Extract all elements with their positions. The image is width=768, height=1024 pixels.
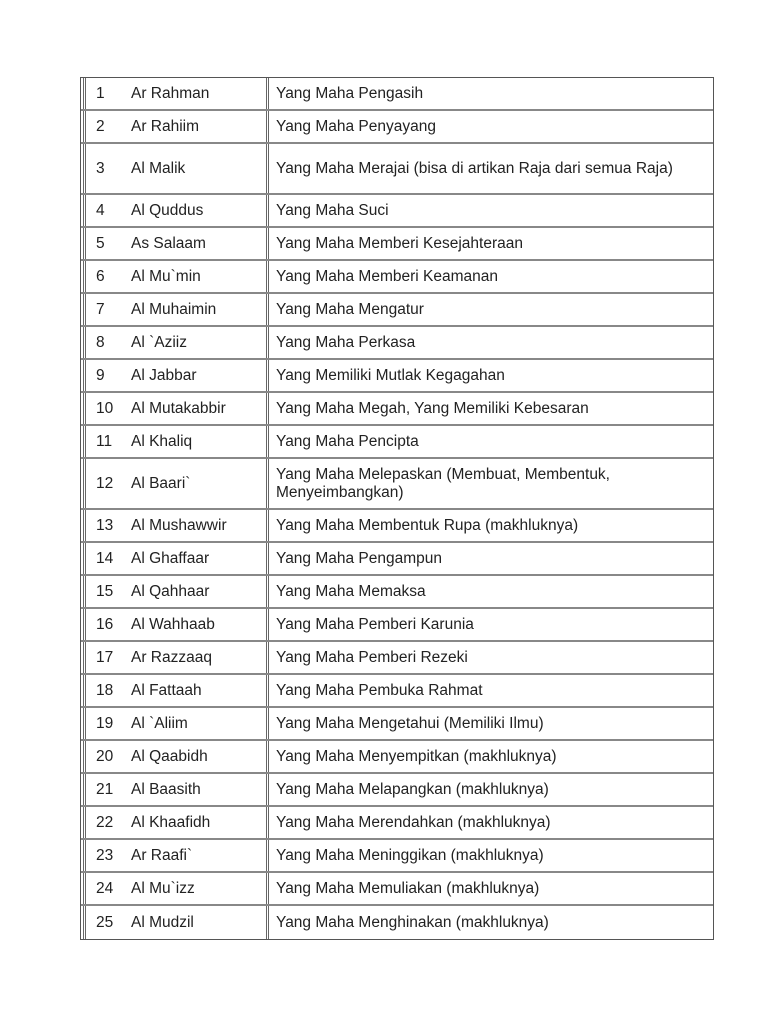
row-number: 12 (83, 459, 123, 508)
table-row (81, 459, 713, 510)
meaning-cell: Yang Maha Memaksa (266, 576, 713, 607)
row-number: 1 (83, 78, 123, 109)
table-row (81, 741, 713, 774)
name-cell: Al Baasith (131, 780, 201, 798)
name-cell: Al Mudzil (131, 913, 194, 931)
meaning-cell: Yang Maha Melapangkan (makhluknya) (266, 774, 713, 805)
row-number: 4 (83, 195, 123, 226)
row-number: 14 (83, 543, 123, 574)
table-row (81, 327, 713, 360)
table-row (81, 78, 713, 111)
row-number: 22 (83, 807, 123, 838)
meaning-cell: Yang Maha Menghinakan (makhluknya) (266, 906, 713, 939)
row-number: 21 (83, 774, 123, 805)
table-row (81, 774, 713, 807)
meaning-cell: Yang Maha Pengasih (266, 78, 713, 109)
table-row (81, 261, 713, 294)
name-cell: Ar Raafi` (131, 846, 193, 864)
row-number: 6 (83, 261, 123, 292)
names-table (80, 77, 714, 940)
meaning-cell: Yang Maha Suci (266, 195, 713, 226)
table-row (81, 360, 713, 393)
meaning-cell: Yang Maha Mengetahui (Memiliki Ilmu) (266, 708, 713, 739)
table-row (81, 906, 713, 939)
row-number: 16 (83, 609, 123, 640)
row-number: 13 (83, 510, 123, 541)
row-number: 17 (83, 642, 123, 673)
row-number: 7 (83, 294, 123, 325)
name-cell: Al `Aziiz (131, 333, 187, 351)
meaning-cell: Yang Maha Mengatur (266, 294, 713, 325)
table-row (81, 609, 713, 642)
name-cell: Ar Rahman (131, 84, 210, 102)
meaning-cell: Yang Maha Melepaskan (Membuat, Membentuk, Menyeimbangkan) (266, 459, 713, 508)
row-number: 3 (83, 144, 123, 193)
meaning-cell: Yang Maha Menyempitkan (makhluknya) (266, 741, 713, 772)
name-cell: Al Wahhaab (131, 615, 215, 633)
meaning-cell: Yang Maha Memberi Kesejahteraan (266, 228, 713, 259)
meaning-cell: Yang Maha Pencipta (266, 426, 713, 457)
name-cell: Al Mushawwir (131, 516, 227, 534)
row-number: 20 (83, 741, 123, 772)
meaning-cell: Yang Maha Pembuka Rahmat (266, 675, 713, 706)
row-number: 24 (83, 873, 123, 904)
table-row (81, 675, 713, 708)
name-cell: Al Mu`min (131, 267, 201, 285)
row-number: 25 (83, 906, 123, 939)
table-row (81, 195, 713, 228)
row-number: 9 (83, 360, 123, 391)
table-row (81, 426, 713, 459)
name-cell: Al Mu`izz (131, 879, 195, 897)
table-row (81, 543, 713, 576)
name-cell: Ar Rahiim (131, 117, 200, 135)
table-row (81, 144, 713, 195)
meaning-cell: Yang Maha Pemberi Rezeki (266, 642, 713, 673)
table-row (81, 807, 713, 840)
row-number: 18 (83, 675, 123, 706)
meaning-cell: Yang Maha Pemberi Karunia (266, 609, 713, 640)
table-row (81, 840, 713, 873)
table-row (81, 294, 713, 327)
name-cell: Al Fattaah (131, 681, 202, 699)
meaning-cell: Yang Maha Memuliakan (makhluknya) (266, 873, 713, 904)
table-row (81, 873, 713, 906)
meaning-cell: Yang Maha Meninggikan (makhluknya) (266, 840, 713, 871)
meaning-cell: Yang Maha Pengampun (266, 543, 713, 574)
name-cell: Al Quddus (131, 201, 204, 219)
meaning-cell: Yang Memiliki Mutlak Kegagahan (266, 360, 713, 391)
table-row (81, 642, 713, 675)
name-cell: Al Qaabidh (131, 747, 208, 765)
row-number: 15 (83, 576, 123, 607)
meaning-cell: Yang Maha Penyayang (266, 111, 713, 142)
row-number: 19 (83, 708, 123, 739)
meaning-cell: Yang Maha Megah, Yang Memiliki Kebesaran (266, 393, 713, 424)
name-cell: Al `Aliim (131, 714, 188, 732)
row-number: 5 (83, 228, 123, 259)
name-cell: Al Khaafidh (131, 813, 211, 831)
name-cell: Ar Razzaaq (131, 648, 212, 666)
row-number: 2 (83, 111, 123, 142)
table-row (81, 228, 713, 261)
name-cell: Al Qahhaar (131, 582, 210, 600)
name-cell: As Salaam (131, 234, 206, 252)
row-number: 10 (83, 393, 123, 424)
meaning-cell: Yang Maha Memberi Keamanan (266, 261, 713, 292)
name-cell: Al Ghaffaar (131, 549, 210, 567)
meaning-cell: Yang Maha Membentuk Rupa (makhluknya) (266, 510, 713, 541)
table-row (81, 510, 713, 543)
name-cell: Al Muhaimin (131, 300, 217, 318)
meaning-cell: Yang Maha Merajai (bisa di artikan Raja dari semua Raja) (266, 144, 713, 193)
table-row (81, 576, 713, 609)
table-row (81, 393, 713, 426)
table-row (81, 111, 713, 144)
meaning-cell: Yang Maha Perkasa (266, 327, 713, 358)
name-cell: Al Baari` (131, 474, 191, 492)
meaning-cell: Yang Maha Merendahkan (makhluknya) (266, 807, 713, 838)
row-number: 8 (83, 327, 123, 358)
name-cell: Al Jabbar (131, 366, 197, 384)
row-number: 11 (83, 426, 123, 457)
name-cell: Al Mutakabbir (131, 399, 226, 417)
row-number: 23 (83, 840, 123, 871)
name-cell: Al Khaliq (131, 432, 193, 450)
name-cell: Al Malik (131, 159, 186, 177)
table-row (81, 708, 713, 741)
